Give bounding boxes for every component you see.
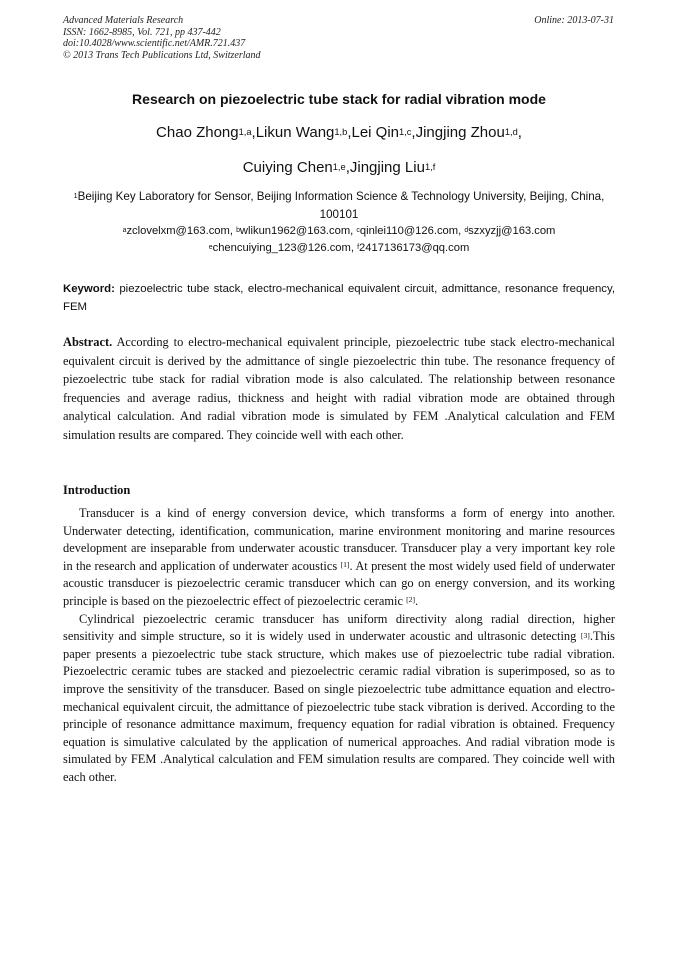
email-address: szxyzjj@163.com: [468, 225, 556, 237]
abstract-text: According to electro-mechanical equivalent principle, piezoelectric tube stack electro-mechanical equivalent circuit is derived by the admittance of single piezoelectric thin tube. The resonance frequency of piezoelectric tube stack for radial vibration mode is also calculated. The relationship between resonance frequencies and average radius, thickness and height with radial vibration mode are obtained through analytical calculation. And radial vibration mode is simulated by FEM .Analytical calculation and FEM simulation results are compared. They coincide well with each other.: [63, 335, 615, 442]
author-separator: ,: [517, 124, 522, 141]
email-mark: a: [122, 226, 127, 234]
author-name: Likun Wang: [255, 124, 335, 141]
email-address: qinlei110@126.com: [359, 225, 459, 237]
email-separator: ,: [350, 242, 358, 254]
author-affil-mark: 1,b: [334, 126, 348, 137]
paragraph-text: .This paper presents a piezoelectric tube stack structure, which makes use of piezoelectric tube radial vibration. Piezoelectric ceramic tubes are stacked and piezoelectric ceramic radial vibration is superimposed, so as to improve the sensitivity of the transducer. Based on single piezoelectric tube admittance equation and electro-mechanical equivalent circuit, the admittance of piezoelectric tube stack vibration is derived. According to the principle of resonance admittance maximum, frequency equation for radial vibration is obtained. Frequency equation is simulative calculated by the application of numerical approaches. And radial vibration mode is simulated by FEM .Analytical calculation and FEM simulation results are compared. They coincide well with each other.: [63, 629, 615, 784]
keywords-label: Keyword:: [63, 283, 115, 295]
abstract: [63, 333, 615, 444]
journal-issn: ISSN: 1662-8985, Vol. 721, pp 437-442: [63, 26, 221, 38]
affiliation-text: Beijing Key Laboratory for Sensor, Beijing Information Science & Technology University, Beijing, China, 100101: [77, 190, 605, 221]
email-separator: ,: [350, 225, 357, 237]
author-separator: ,: [251, 124, 256, 141]
introduction-body: [63, 505, 615, 787]
email-mark: f: [357, 243, 359, 251]
paragraph: [63, 611, 615, 787]
email-address: wlikun1962@163.com: [239, 225, 351, 237]
email-mark: c: [356, 226, 360, 234]
email-line-1: [63, 223, 615, 241]
paragraph-text: .: [415, 593, 419, 608]
author-affil-mark: 1,c: [399, 126, 412, 137]
author-name: Jingjing Zhou: [415, 124, 505, 141]
email-mark: d: [464, 226, 469, 234]
keywords-text: piezoelectric tube stack, electro-mechanical equivalent circuit, admittance, resonance frequency, FEM: [63, 283, 615, 313]
paragraph-text: Transducer is a kind of energy conversion device, which transforms a form of energy into another. Underwater detecting, identification, communication, marine environment monitoring and marine resources development are inseparable from underwater acoustic transducer. Transducer play a very important key role in the research and application of underwater acoustics: [63, 506, 615, 573]
journal-header: [63, 15, 261, 61]
journal-name: Advanced Materials Research: [63, 15, 184, 26]
affiliation: [63, 188, 615, 223]
email-separator: ,: [458, 225, 465, 237]
email-address: zclovelxm@163.com: [126, 225, 230, 237]
author-name: Cuiying Chen: [242, 159, 333, 176]
keywords: [63, 281, 615, 316]
author-affil-mark: 1,f: [424, 161, 436, 172]
abstract-label: Abstract.: [63, 335, 113, 349]
author-name: Jingjing Liu: [349, 159, 425, 176]
paper-title: Research on piezoelectric tube stack for radial vibration mode: [132, 91, 546, 107]
author-separator: ,: [347, 124, 352, 141]
journal-doi: doi:10.4028/www.scientific.net/AMR.721.437: [63, 38, 246, 50]
email-mark: e: [208, 243, 213, 251]
paragraph: [63, 505, 615, 611]
affiliation-mark: 1: [73, 190, 78, 200]
author-affil-mark: 1,d: [504, 126, 518, 137]
citation: [2]: [406, 595, 416, 605]
email-address: chencuiying_123@126.com: [212, 242, 351, 254]
paragraph-text: Cylindrical piezoelectric ceramic transducer has uniform directivity along radial direction, higher sensitivity and simple structure, so it is widely used in underwater acoustic and ultrasonic detecting: [63, 611, 615, 644]
journal-copyright: © 2013 Trans Tech Publications Ltd, Switzerland: [63, 49, 261, 61]
email-mark: b: [236, 226, 240, 234]
email-separator: ,: [229, 225, 237, 237]
email-line-2: [63, 240, 615, 258]
citation: [3]: [580, 630, 590, 640]
online-date: Online: 2013-07-31: [534, 15, 614, 26]
author-name: Lei Qin: [351, 124, 400, 141]
author-line-1: [63, 124, 615, 142]
citation: [1]: [340, 560, 350, 570]
email-address: 2417136173@qq.com: [359, 242, 470, 254]
author-affil-mark: 1,a: [238, 126, 252, 137]
author-name: Chao Zhong: [156, 124, 239, 141]
author-affil-mark: 1,e: [332, 161, 346, 172]
paragraph-text: . At present the most widely used field of underwater acoustic transducer is piezoelectric ceramic transducer which can go on energy conversion, and its working principle is based on the piezoelectric effect of piezoelectric ceramic: [63, 558, 616, 608]
author-line-2: [63, 159, 615, 177]
author-separator: ,: [345, 159, 350, 176]
section-heading-introduction: Introduction: [63, 483, 131, 497]
author-separator: ,: [411, 124, 416, 141]
